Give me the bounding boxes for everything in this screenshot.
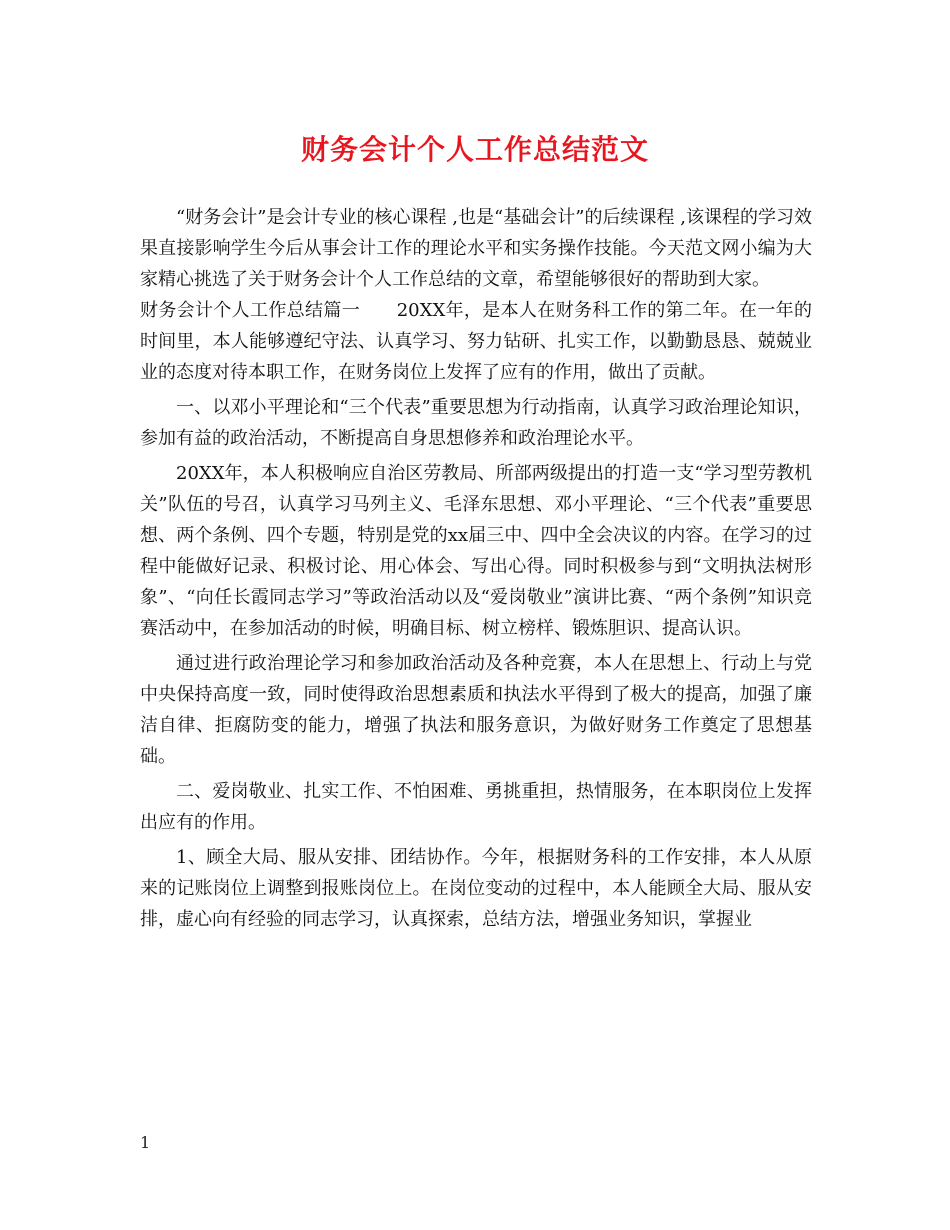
document-body — [140, 202, 812, 935]
page-title: 财务会计个人工作总结范文 — [300, 133, 649, 166]
paragraph-section-two-heading: 二、爱岗敬业、扎实工作、不怕困难、勇挑重担，热情服务，在本职岗位上发挥出应有的作用。 — [140, 781, 812, 833]
paragraph-section-one-heading: 一、以邓小平理论和“三个代表”重要思想为行动指南，认真学习政治理论知识，参加有益的政治活动，不断提高自身思想修养和政治理论水平。 — [140, 397, 812, 449]
paragraph-part-one: 财务会计个人工作总结篇一 20XX年，是本人在财务科工作的第二年。在一年的时间里，本人能够遵纪守法、认真学习、努力钻研、扎实工作，以勤勤恳恳、兢兢业业的态度对待本职工作，在财务岗位上发挥了应有的作用，做出了贡献。 — [140, 300, 812, 383]
paragraph-result: 通过进行政治理论学习和参加政治活动及各种竞赛，本人在思想上、行动上与党中央保持高度一致，同时使得政治思想素质和执法水平得到了极大的提高，加强了廉洁自律、拒腐防变的能力，增强了执法和服务意识，为做好财务工作奠定了思想基础。 — [140, 653, 812, 767]
paragraph-intro: “财务会计”是会计专业的核心课程 ,也是“基础会计”的后续课程 ,该课程的学习效果直接影响学生今后从事会计工作的理论水平和实务操作技能。今天范文网小编为大家精心挑选了关于财务会计个人工作总结的文章，希望能够很好的帮助到大家。 — [140, 207, 812, 290]
paragraph-study: 20XX年，本人积极响应自治区劳教局、所部两级提出的打造一支“学习型劳教机关”队伍的号召，认真学习马列主义、毛泽东思想、邓小平理论、“三个代表”重要思想、两个条例、四个专题，特别是党的xx届三中、四中全会决议的内容。在学习的过程中能做好记录、积极讨论、用心体会、写出心得。同时积极参与到“文明执法树形象”、“向任长霞同志学习”等政治活动以及“爱岗敬业”演讲比赛、“两个条例”知识竞赛活动中，在参加活动的时候，明确目标、树立榜样、锻炼胆识、提高认识。 — [140, 463, 812, 639]
paragraph-item-one: 1、顾全大局、服从安排、团结协作。今年，根据财务科的工作安排，本人从原来的记账岗位上调整到报账岗位上。在岗位变动的过程中，本人能顾全大局、服从安排，虚心向有经验的同志学习，认真探索，总结方法，增强业务知识，掌握业 — [140, 847, 812, 930]
page-number: 1 — [140, 1133, 151, 1152]
